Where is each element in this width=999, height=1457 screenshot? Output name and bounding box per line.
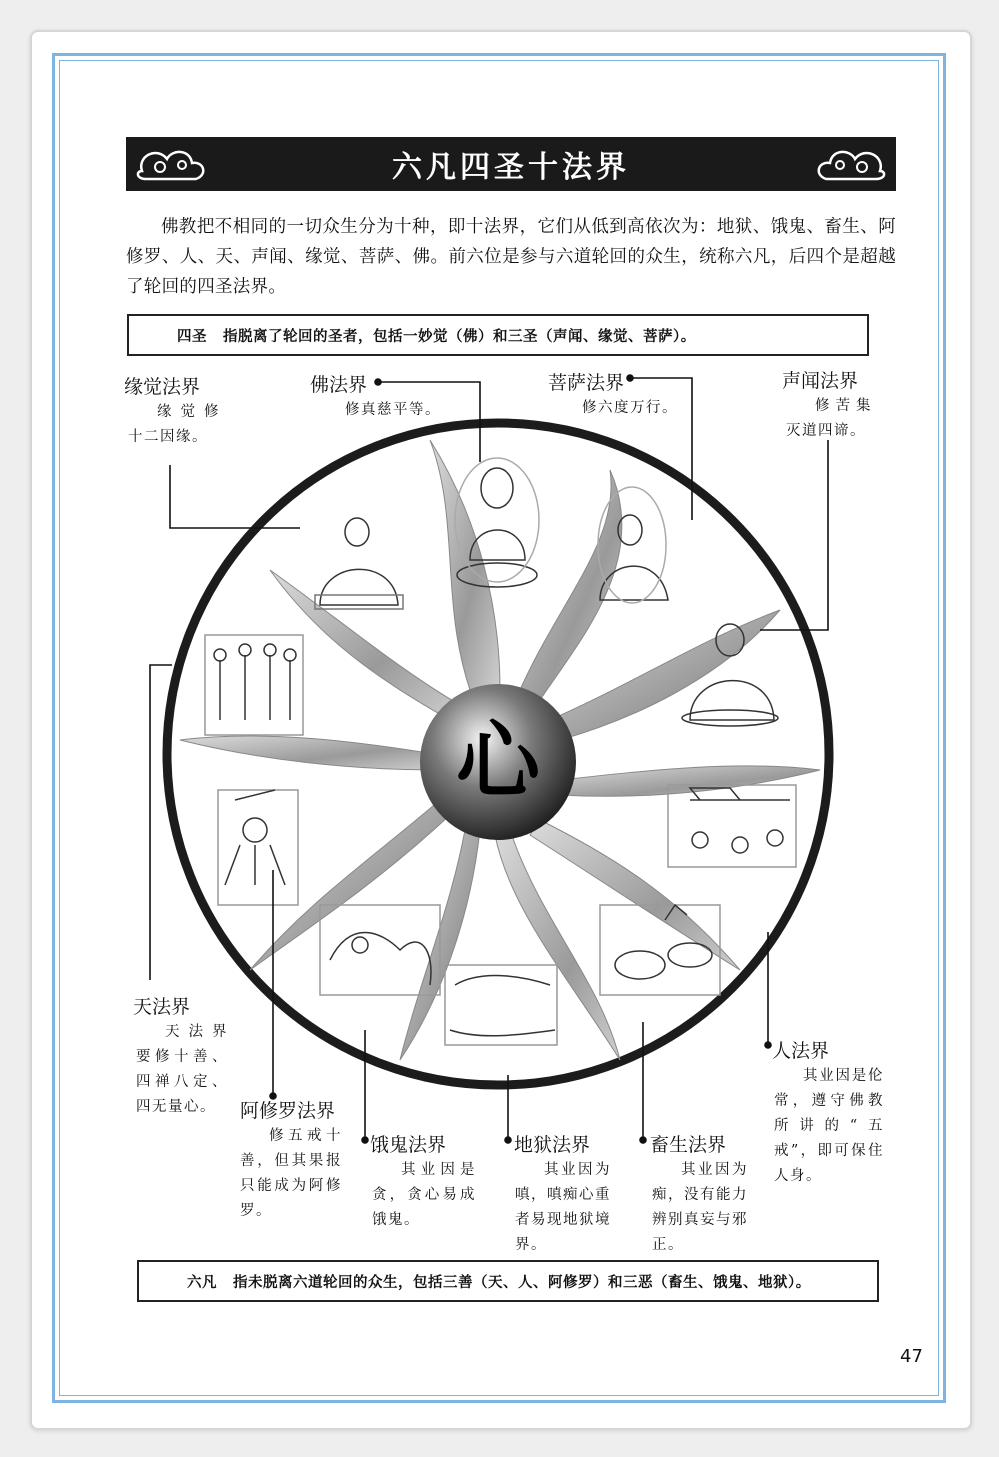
realm-label-tian: 天法界 [133,996,191,1018]
realm-desc-yuanjue: 缘觉修十二因缘。 [128,404,220,445]
realm-label-fo: 佛法界 [310,374,368,396]
realm-desc-tian: 天法界要修十善、四禅八定、四无量心。 [136,1024,228,1115]
liufan-note [137,1260,879,1302]
realm-desc-diyu: 其业因为嗔，嗔痴心重者易现地狱境界。 [515,1162,611,1253]
liufan-key: 六凡 [187,1273,217,1291]
realm-label-egui: 饿鬼法界 [370,1134,447,1156]
realm-label-shengwen: 声闻法界 [782,370,859,392]
realm-label-chusheng: 畜生法界 [650,1134,727,1156]
realm-desc-fo: 修真慈平等。 [345,402,441,418]
realm-desc-ren: 其业因是伦常，遵守佛教所讲的“五戒”，即可保住人身。 [774,1068,884,1184]
page-number: 47 [900,1346,923,1367]
realm-label-diyu: 地狱法界 [514,1134,591,1156]
intro-paragraph: 佛教把不相同的一切众生分为十种，即十法界，它们从低到高依次为：地狱、饿鬼、畜生、阿修罗、人、天、声闻、缘觉、菩萨、佛。前六位是参与六道轮回的众生，统称六凡，后四个是超越了轮回的四圣法界。 [126,217,896,297]
realm-label-yuanjue: 缘觉法界 [124,376,201,398]
realm-desc-pusa: 修六度万行。 [582,400,678,416]
page-title: 六凡四圣十法界 [374,142,648,186]
realm-desc-axiuluo: 修五戒十善，但其果报只能成为阿修罗。 [240,1128,342,1219]
sisheng-text: 指脱离了轮回的圣者，包括一妙觉（佛）和三圣（声闻、缘觉、菩萨）。 [223,327,696,345]
liufan-text: 指未脱离六道轮回的众生，包括三善（天、人、阿修罗）和三恶（畜生、饿鬼、地狱）。 [233,1273,811,1291]
realm-desc-chusheng: 其业因为痴，没有能力辨别真妄与邪正。 [652,1162,748,1253]
realm-desc-egui: 其业因是贪，贪心易成饿鬼。 [372,1162,476,1228]
sisheng-key: 四圣 [177,327,207,345]
realm-desc-shengwen: 修苦集灭道四谛。 [786,398,872,439]
realm-label-axiuluo: 阿修罗法界 [240,1100,336,1122]
realm-label-ren: 人法界 [772,1040,830,1062]
realm-label-pusa: 菩萨法界 [548,372,625,394]
heart-character: 心 [455,712,541,810]
